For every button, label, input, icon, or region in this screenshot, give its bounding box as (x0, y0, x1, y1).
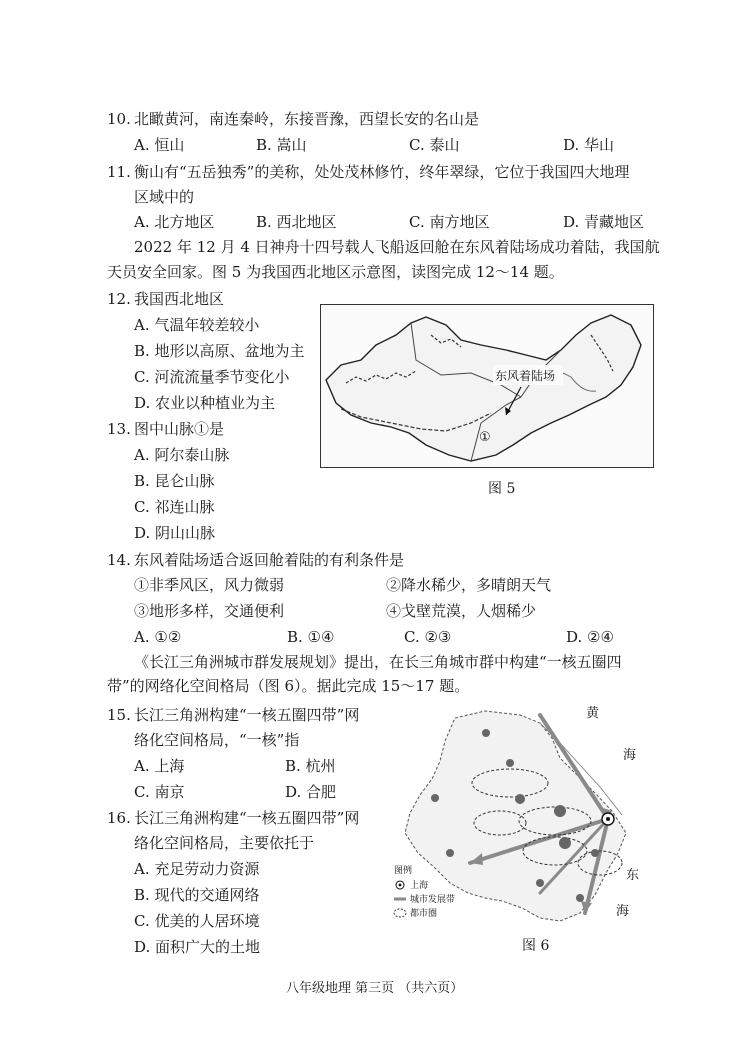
sea-label-hai-2: 海 (616, 904, 630, 919)
q16-stem-line2: 络化空间格局，主要依托于 (134, 834, 315, 852)
q12-option-a: A. 气温年较差较小 (134, 316, 260, 334)
q13-option-d: D. 阴山山脉 (134, 524, 216, 542)
q15-stem-line1: 长江三角洲构建“一核五圈四带”网 (134, 706, 360, 724)
q11-option-d: D. 青藏地区 (563, 213, 645, 231)
q14-option-c: C. ②③ (404, 628, 452, 646)
legend-corridor-label: 城市发展带 (410, 895, 456, 905)
city-dot (591, 849, 599, 857)
q14-option-b: B. ①④ (287, 628, 335, 646)
intro-15-17-line2: 带”的网络化空间格局（图 6）。据此完成 15～17 题。 (107, 677, 470, 695)
q14-item-3: ③地形多样，交通便利 (134, 602, 285, 620)
q10-stem: 北瞰黄河，南连秦岭，东接晋豫，西望长安的名山是 (134, 110, 480, 128)
sea-label-huang: 黄 (586, 706, 600, 721)
city-dot (536, 879, 544, 887)
mountain-1-label: ① (479, 430, 491, 445)
q11-option-c: C. 南方地区 (409, 213, 490, 231)
q16-option-b: B. 现代的交通网络 (134, 886, 260, 904)
city-dot (515, 794, 525, 804)
q12-number: 12. (107, 290, 131, 308)
q10-number: 10. (107, 110, 131, 128)
yangtze-delta-map-graphic (390, 703, 646, 929)
city-dot (576, 894, 584, 902)
figure-6-caption: 图 6 (522, 938, 550, 954)
q13-option-c: C. 祁连山脉 (134, 498, 215, 516)
q13-option-a: A. 阿尔泰山脉 (134, 446, 230, 464)
q14-number: 14. (107, 551, 131, 569)
q11-option-a: A. 北方地区 (134, 213, 215, 231)
intro-15-17-line1: 《长江三角洲城市群发展规划》提出，在长三角城市群中构建“一核五圈四 (134, 653, 622, 671)
q10-option-c: C. 泰山 (409, 136, 460, 154)
q14-option-a: A. ①② (134, 628, 182, 646)
legend-title: 图例 (394, 866, 413, 876)
q16-option-c: C. 优美的人居环境 (134, 912, 260, 930)
q14-stem: 东风着陆场适合返回舱着陆的有利条件是 (134, 551, 405, 569)
q15-stem-line2: 络化空间格局，“一核”指 (134, 731, 300, 749)
q11-option-b: B. 西北地区 (256, 213, 337, 231)
q10-option-d: D. 华山 (563, 136, 615, 154)
q14-item-1: ①非季风区，风力微弱 (134, 576, 285, 594)
q11-number: 11. (107, 163, 131, 181)
city-dot (554, 805, 566, 817)
q15-number: 15. (107, 706, 131, 724)
figure-6-map (390, 703, 646, 929)
q15-option-b: B. 杭州 (285, 757, 336, 775)
q14-item-4: ④戈壁荒漠，人烟稀少 (386, 602, 537, 620)
q12-option-c: C. 河流流量季节变化小 (134, 368, 290, 386)
q15-option-a: A. 上海 (134, 757, 185, 775)
q13-number: 13. (107, 420, 131, 438)
q15-option-d: D. 合肥 (285, 783, 337, 801)
legend-metro-label: 都市圈 (410, 909, 438, 919)
city-dot (482, 729, 490, 737)
q16-option-d: D. 面积广大的土地 (134, 938, 261, 956)
city-dot (446, 849, 454, 857)
shanghai-core-dot (606, 817, 610, 821)
q14-option-d: D. ②④ (566, 628, 614, 646)
figure-5-caption: 图 5 (488, 481, 516, 497)
q12-stem: 我国西北地区 (134, 290, 225, 308)
q16-stem-line1: 长江三角洲构建“一核五圈四带”网 (134, 809, 360, 827)
sea-label-hai-1: 海 (623, 748, 637, 763)
figure-5-map (320, 304, 654, 468)
intro-12-14-line1: 2022 年 12 月 4 日神舟十四号载人飞船返回舱在东风着陆场成功着陆，我国航 (134, 238, 660, 256)
q14-item-2: ②降水稀少，多晴朗天气 (386, 576, 552, 594)
q13-stem: 图中山脉①是 (134, 420, 225, 438)
q15-option-c: C. 南京 (134, 783, 185, 801)
sea-label-dong: 东 (626, 868, 640, 883)
legend-metro-icon (394, 909, 406, 917)
q13-option-b: B. 昆仑山脉 (134, 472, 215, 490)
northwest-china-map-graphic (321, 305, 653, 467)
city-dot (431, 794, 439, 802)
q16-number: 16. (107, 809, 131, 827)
legend-shanghai-icon-dot (399, 884, 402, 887)
q12-option-d: D. 农业以种植业为主 (134, 394, 276, 412)
dongfeng-landing-site-label: 东风着陆场 (495, 369, 556, 383)
city-dot (506, 759, 514, 767)
region-boundary (405, 711, 626, 921)
q11-stem-line2: 区域中的 (134, 188, 195, 206)
q11-stem-line1: 衡山有“五岳独秀”的美称，处处茂林修竹，终年翠绿，它位于我国四大地理 (134, 163, 630, 181)
q10-option-a: A. 恒山 (134, 136, 185, 154)
intro-12-14-line2: 天员安全回家。图 5 为我国西北地区示意图，读图完成 12～14 题。 (107, 263, 564, 281)
q16-option-a: A. 充足劳动力资源 (134, 860, 260, 878)
page-footer: 八年级地理 第三页 （共六页） (286, 981, 464, 996)
city-dot (559, 837, 571, 849)
legend-shanghai-label: 上海 (410, 881, 429, 891)
q12-option-b: B. 地形以高原、盆地为主 (134, 342, 305, 360)
q10-option-b: B. 嵩山 (256, 136, 307, 154)
